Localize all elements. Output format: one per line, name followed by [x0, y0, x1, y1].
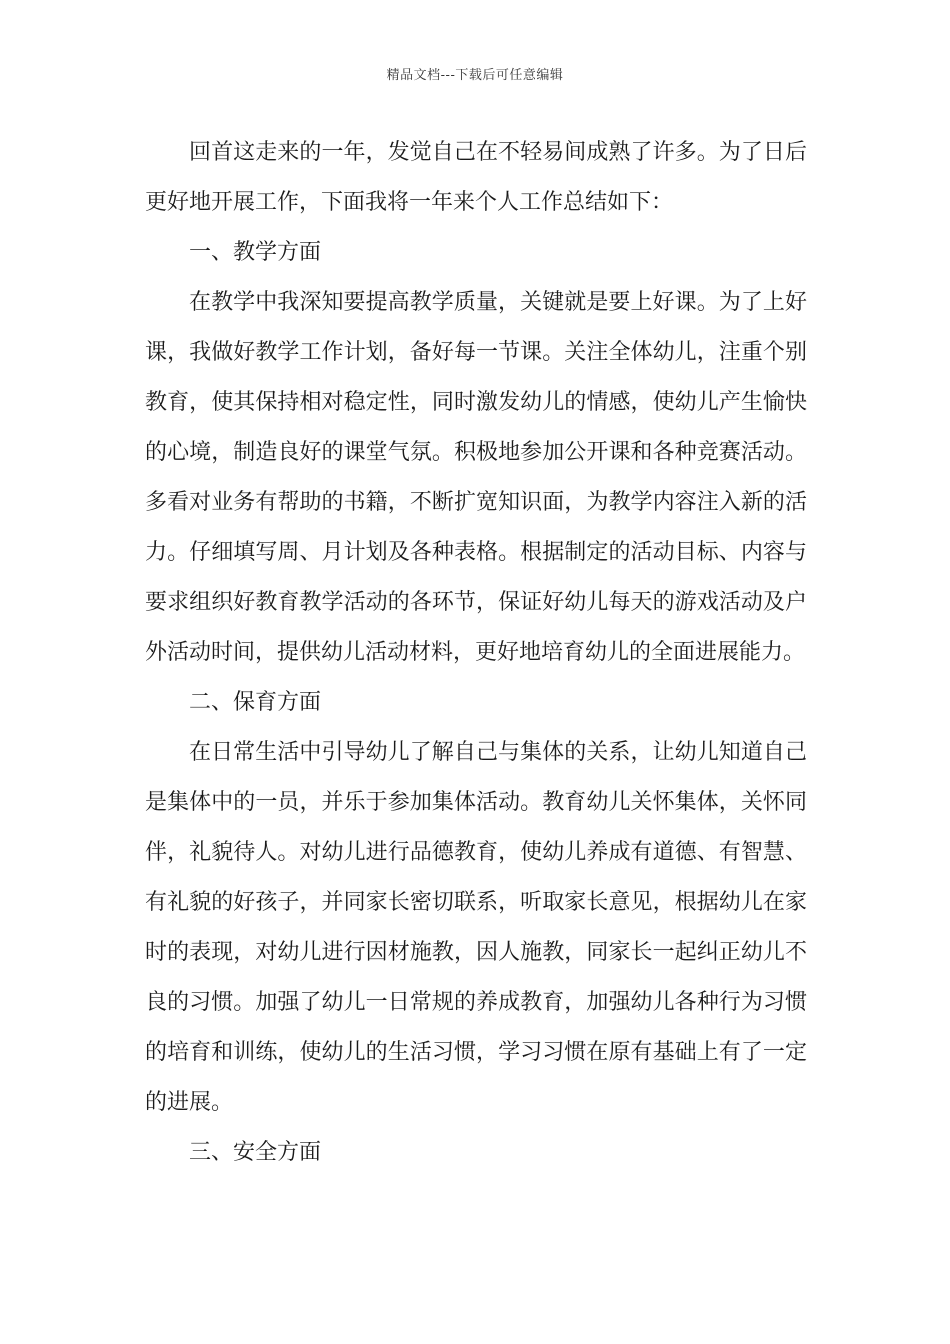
section-heading-safety: 三、安全方面	[189, 1140, 322, 1165]
page-header: 精品文档---下载后可任意编辑	[386, 68, 564, 83]
section-body-teaching: 在教学中我深知要提高教学质量，关键就是要上好课。为了上好课，我做好教学工作计划，备好每一节课。关注全体幼儿，注重个别教育，使其保持相对稳定性，同时激发幼儿的情感，使幼儿产生愉快的心境，制造良好的课堂气氛。积极地参加公开课和各种竞赛活动。多看对业务有帮助的书籍，不断扩宽知识面，为教学内容注入新的活力。仔细填写周、月计划及各种表格。根据制定的活动目标、内容与要求组织好教育教学活动的各环节，保证好幼儿每天的游戏活动及户外活动时间，提供幼儿活动材料，更好地培育幼儿的全面进展能力。	[145, 290, 807, 665]
intro-paragraph: 回首这走来的一年，发觉自己在不轻易间成熟了许多。为了日后更好地开展工作，下面我将一年来个人工作总结如下：	[145, 140, 807, 215]
document-body	[145, 128, 807, 1178]
section-body-care: 在日常生活中引导幼儿了解自己与集体的关系，让幼儿知道自己是集体中的一员，并乐于参加集体活动。教育幼儿关怀集体，关怀同伴，礼貌待人。对幼儿进行品德教育，使幼儿养成有道德、有智慧、有礼貌的好孩子，并同家长密切联系，听取家长意见，根据幼儿在家时的表现，对幼儿进行因材施教，因人施教，同家长一起纠正幼儿不良的习惯。加强了幼儿一日常规的养成教育，加强幼儿各种行为习惯的培育和训练，使幼儿的生活习惯，学习习惯在原有基础上有了一定的进展。	[145, 740, 807, 1115]
section-heading-teaching: 一、教学方面	[189, 240, 322, 265]
section-heading-care: 二、保育方面	[189, 690, 322, 715]
